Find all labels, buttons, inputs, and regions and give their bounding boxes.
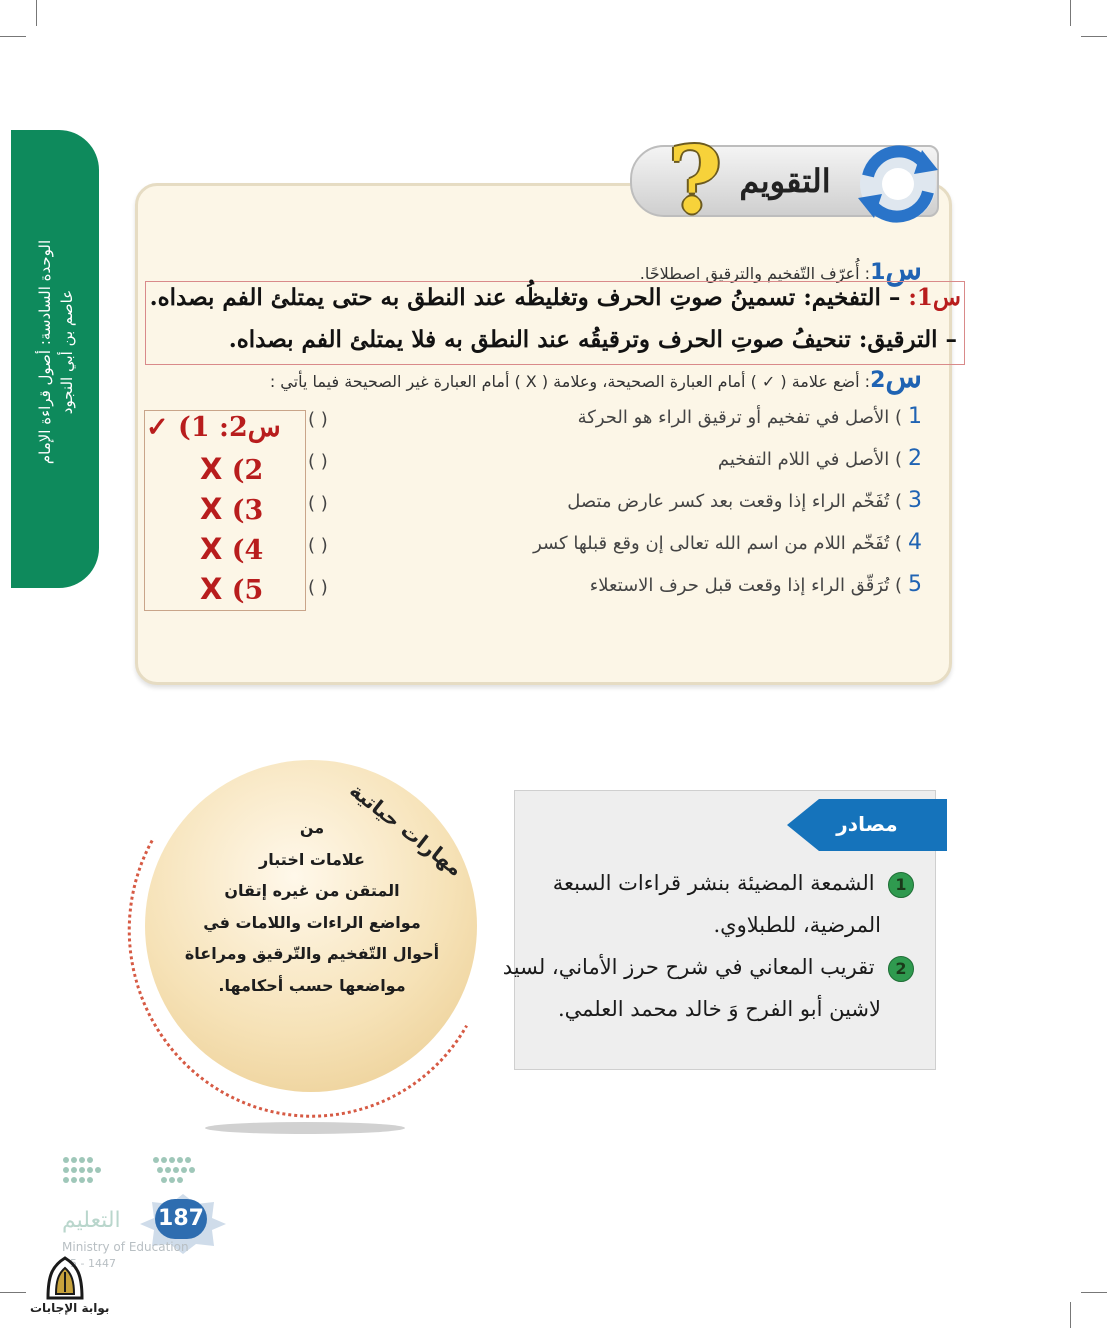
question-mark-icon: ?	[668, 126, 722, 234]
item-text: تُرَقّق الراء إذا وقعت قبل حرف الاستعلاء	[589, 575, 890, 596]
life-skills-line: المتقن من غيره إتقان	[224, 881, 400, 900]
crop-mark	[36, 0, 37, 26]
life-skills-title: مهارات حياتية	[345, 778, 468, 881]
source-number-badge: 1	[888, 872, 914, 898]
item-text: الأصل في اللام التفخيم	[717, 449, 890, 470]
life-skills-line: مواضع الراءات واللامات في	[203, 912, 421, 932]
site-logo-icon	[44, 1256, 86, 1300]
source-number-badge: 2	[888, 956, 914, 982]
answer-2-row	[200, 452, 263, 486]
answer-2-row	[200, 492, 263, 526]
answer-blank[interactable]: ( )	[308, 493, 328, 514]
x-mark-icon: X	[200, 532, 223, 566]
item-text: تُفَخّم اللام من اسم الله تعالى إن وقع قبلها كسر	[533, 533, 890, 554]
evaluation-title: التقويم	[739, 162, 831, 200]
source-text: الشمعة المضيئة بنشر قراءات السبعة	[552, 871, 875, 895]
answer-2-label: س2: 1)	[178, 412, 281, 443]
answer-1-prefix: س1:	[908, 284, 961, 311]
ministry-name-en: Ministry of Education	[62, 1240, 189, 1254]
page-number: 187	[155, 1199, 207, 1239]
answer-blank[interactable]: ( )	[308, 451, 328, 472]
source-item-1-cont: المرضية، للطبلاوي.	[713, 913, 881, 937]
source-item-2-cont: لاشين أبو الفرح وَ خالد محمد العلمي.	[557, 997, 881, 1021]
life-skills-shadow	[205, 1122, 405, 1134]
question-2	[270, 360, 922, 395]
life-skills-line: مواضعها حسب أحكامها.	[218, 975, 406, 995]
life-skills-line: من	[299, 818, 325, 837]
source-text: تقريب المعاني في شرح حرز الأماني، لسيد	[502, 955, 875, 979]
answer-2-label: 5)	[231, 575, 264, 606]
site-logo-label: بوابة الإجابات	[30, 1301, 110, 1315]
item-number: 3	[908, 488, 922, 513]
item-text: تُفَخّم الراء إذا وقعت بعد كسر عارض متصل	[567, 491, 890, 512]
statement-item: 2) الأصل في اللام التفخيم	[717, 446, 922, 471]
answer-2-label: 2)	[231, 455, 264, 486]
question-tag: س	[885, 360, 922, 395]
statement-item: 3) تُفَخّم الراء إذا وقعت بعد كسر عارض متصل	[567, 488, 922, 513]
answer-1-text-1: – التفخيم: تسمينُ صوتِ الحرف وتغليظُه عند النطق به حتى يمتلئ الفم بصداه.	[149, 284, 909, 311]
item-number: 4	[908, 530, 922, 555]
answer-2-label: 4)	[231, 535, 264, 566]
ministry-year: 5 - 1447	[70, 1257, 116, 1270]
source-item-1	[553, 871, 914, 898]
answer-2-row	[146, 412, 281, 443]
question-number: 1	[870, 260, 886, 285]
answer-blank[interactable]: ( )	[308, 535, 328, 556]
item-number: 5	[908, 572, 922, 597]
crop-mark	[0, 36, 26, 37]
answer-2-row	[200, 572, 263, 606]
statement-item: 5) تُرَقّق الراء إذا وقعت قبل حرف الاستعلاء	[589, 572, 922, 597]
question-1-text: : أُعرّف التّفخيم والترقيق اصطلاحًا.	[639, 264, 871, 283]
sources-label: مصادر	[836, 812, 898, 836]
refresh-cycle-icon	[852, 136, 944, 228]
answer-blank[interactable]: ( )	[308, 409, 328, 430]
statement-item: 4) تُفَخّم اللام من اسم الله تعالى إن وقع قبلها كسر	[533, 530, 922, 555]
life-skills-text	[172, 812, 452, 1001]
x-mark-icon: X	[200, 572, 223, 606]
answer-1-line-1	[143, 284, 961, 311]
ministry-logo-dots-icon	[60, 1152, 200, 1200]
ministry-name-ar: التعليم	[62, 1208, 121, 1233]
x-mark-icon: X	[200, 452, 223, 486]
life-skills-line: علامات اختبار	[259, 849, 365, 869]
unit-side-tab	[11, 130, 99, 588]
item-number: 1	[908, 404, 922, 429]
crop-mark	[1081, 36, 1107, 37]
question-tag: س	[885, 252, 922, 287]
statement-item: 1) الأصل في تفخيم أو ترقيق الراء هو الحركة	[577, 404, 922, 429]
life-skills-line: أحوال التّفخيم والتّرقيق ومراعاة	[184, 944, 440, 963]
crop-mark	[1081, 1292, 1107, 1293]
unit-title-line2: عاصم بن أبي النجود	[58, 289, 76, 415]
answer-blank[interactable]: ( )	[308, 577, 328, 598]
answer-2-row	[200, 532, 263, 566]
unit-title-line1: الوحدة السادسة: أصول قراءة الإمام	[36, 239, 54, 465]
crop-mark	[1070, 1302, 1071, 1328]
item-number: 2	[908, 446, 922, 471]
unit-title	[34, 157, 78, 547]
check-mark-icon: ✓	[146, 412, 169, 443]
crop-mark	[1070, 0, 1071, 26]
source-item-2	[503, 955, 914, 982]
question-number: 2	[870, 368, 886, 393]
question-2-text: : أضع علامة ( ✓ ) أمام العبارة الصحيحة، وعلامة ( X ) أمام العبارة غير الصحيحة فيما يأتي :	[269, 372, 871, 391]
answer-1-line-2: – الترقيق: تنحيفُ صوتِ الحرف وترقيقُه عند النطق به فلا يمتلئ الفم بصداه.	[228, 326, 957, 353]
x-mark-icon: X	[200, 492, 223, 526]
item-text: الأصل في تفخيم أو ترقيق الراء هو الحركة	[577, 407, 890, 428]
answer-2-label: 3)	[231, 495, 264, 526]
crop-mark	[0, 1292, 26, 1293]
